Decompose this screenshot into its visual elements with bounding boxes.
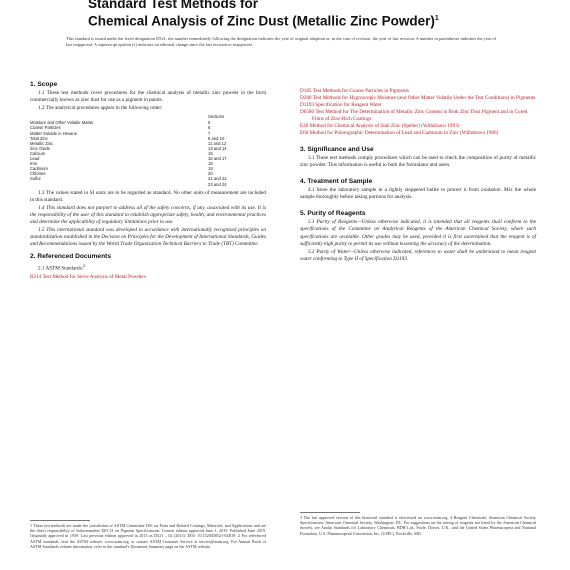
- footnotes-right: 3 The last approved version of this historical standard is referenced on www.astm.org. 4 Reagent Chemicals, American Chemical Society Specifications, American Chemical Society, Washington, DC. For suggestions on the testing of reagents not listed by the American Chemical Society, see Analar Standards for Laboratory Chemicals, BDH Ltd., Poole, Dorset, U.K., and the United States Pharmacopeia and National Formulary, U.S. Pharmacopeial Convention, Inc. (USPC), Rockville, MD.: [300, 515, 536, 536]
- paragraph-2-1: 2.1 ASTM Standards:$^2$: [38, 263, 86, 273]
- reference-item[interactable]: [300, 130, 536, 137]
- document-title: [88, 0, 548, 29]
- reference-title-link[interactable]: Test Method for Sieve Analysis of Metal Powders: [42, 274, 146, 281]
- paragraph-1-4: 1.4 This standard does not purport to address all of the safety concerns, if any, associated with its use. It is the responsibility of the user of this standard to establish appropriate safety, health, and environmental practices and determine the applicability of regulatory limitations prior to use.: [30, 204, 266, 225]
- reference-title-link[interactable]: Specification for Reagent Water: [315, 102, 382, 108]
- paragraph-1-5: 1.5 This international standard was developed in accordance with internationally recognized principles on standardization established in the Decision on Principles for the Development of International Standards, Guides and Recommendations issued by the World Trade Organization Technical Barriers to Trade (TBT) Committee.: [30, 227, 266, 248]
- procedure-name: Matter Soluble in Hexane: [30, 130, 78, 136]
- paragraph-3-1: 3.1 These test methods comply procedures which can be used to check the composition of purity of metallic zinc powder. This information is useful to both the formulator and users.: [300, 155, 536, 169]
- procedure-name: [30, 182, 208, 187]
- procedure-section-link[interactable]: 8 and 10: [208, 135, 225, 141]
- reference-code-link[interactable]: D185: [300, 88, 312, 94]
- section-heading-purity: 5. Purity of Reagents: [300, 210, 366, 218]
- procedure-order-table: [30, 114, 266, 186]
- procedure-name: Zinc Oxide: [30, 145, 51, 151]
- reference-item[interactable]: [300, 123, 536, 130]
- footnotes-left: 1 These test methods are under the jurisdiction of ASTM Committee D01 on Paint and Related Coatings, Materials, and Applications and are the direct responsibility of Subcommittee D01.31 on Pigment Specifications. Current edition approved June 1, 2019. Published June 2019. Originally approved in 1939. Last previous edition approved in 2013 as D521 – 02 (2013). DOI: 10.1520/D0521-02R19. 2 For referenced ASTM standards, visit the ASTM website, www.astm.org, or contact ASTM Customer Service at service@astm.org. For Annual Book of ASTM Standards volume information, refer to the standard's Document Summary page on the ASTM website.: [30, 523, 266, 549]
- title-line-2: Chemical Analysis of Zinc Dust (Metallic Zinc Powder)$^1$: [88, 13, 439, 29]
- procedure-name: Moisture and Other Volatile Matter: [30, 120, 94, 126]
- procedure-section-link[interactable]: 7: [208, 130, 211, 136]
- procedure-section-link[interactable]: 20: [208, 171, 213, 177]
- table-header-sections: Sections: [208, 114, 225, 120]
- reference-item[interactable]: [300, 95, 536, 102]
- section-heading-scope: 1. Scope: [30, 81, 58, 88]
- paragraph-1-1: 1.1 These test methods cover procedures for the chemical analysis of metallic zinc powder in the form commercially known as zinc dust for use as a pigment in paints.: [30, 90, 266, 104]
- right-column: [300, 88, 536, 264]
- procedure-name: Iron: [30, 161, 38, 167]
- procedure-name: Coarse Particles: [30, 125, 61, 131]
- procedure-section-link[interactable]: 23 and 24: [208, 181, 227, 187]
- footnote-rule-right: [300, 512, 360, 513]
- procedure-section-link[interactable]: 18: [208, 161, 213, 167]
- section-heading-referenced-documents: 2. Referenced Documents: [30, 253, 111, 261]
- footnote-rule-left: [30, 520, 90, 521]
- reference-item[interactable]: [30, 274, 266, 281]
- procedure-name: Chlorine: [30, 171, 46, 177]
- reference-title-link[interactable]: Test Methods for Coarse Particles in Pigments: [312, 88, 409, 94]
- procedure-section-link[interactable]: 13 and 14: [208, 145, 227, 151]
- reference-code-link[interactable]: B214: [30, 274, 42, 281]
- procedure-name: Metallic Zinc: [30, 140, 54, 146]
- procedure-name: Cadmium: [30, 166, 48, 172]
- section-heading-significance: 3. Significance and Use: [300, 146, 374, 153]
- paragraph-1-2: 1.2 The analytical procedures appear in the following order:: [38, 105, 163, 112]
- section-heading-treatment: 4. Treatment of Sample: [300, 178, 373, 186]
- procedure-name: Calcium: [30, 150, 46, 156]
- procedure-section-link[interactable]: 6: [208, 125, 211, 131]
- reference-code-link[interactable]: D280: [300, 95, 312, 101]
- paragraph-1-3: 1.3 The values stated in SI units are to be regarded as standard. No other units of measurement are included in this standard.: [30, 189, 266, 203]
- reference-code-link[interactable]: E60: [300, 130, 309, 136]
- title-line-1: Standard Test Methods for: [88, 0, 259, 11]
- designation-notice: This standard is issued under the fixed designation D521; the number immediately following the designation indicates the year of original adoption or, in the case of revision, the year of last revision. A number in parentheses indicates the year of last reapproval. A superscript epsilon (ε) indicates an editorial change since the last revision or reapproval.: [66, 36, 496, 47]
- reference-title-link[interactable]: Test Methods for Hygroscopic Moisture (and Other Matter Volatile Under the Test Conditions) in Pigments: [312, 95, 536, 101]
- reference-title-link[interactable]: Test Method for The Determination of Metallic Zinc Content in Both Zinc Dust Pigment and in Cured Films of Zinc-Rich Coatings: [312, 109, 528, 122]
- procedure-name: Lead: [30, 156, 40, 162]
- procedure-name: Sulfur: [30, 176, 41, 182]
- reference-title-link[interactable]: Method for Chemical Analysis of Slab Zinc (Spelter) (Withdrawn 1993): [309, 123, 460, 129]
- paragraph-5-1: 5.1 Purity of Reagents—Unless otherwise indicated, it is intended that all reagents shall conform to the specifications of the Committee on Analytical Reagents of the American Chemical Society, where such specifications are available. Other grades may be used, provided it is first ascertained that the reagent is of sufficiently high purity to permit its use without lessening the accuracy of the determination.: [300, 219, 536, 247]
- procedure-section-link[interactable]: 19: [208, 166, 213, 172]
- reference-item[interactable]: [300, 88, 536, 95]
- reference-code-link[interactable]: D6580: [300, 109, 315, 115]
- procedure-section-link[interactable]: 16 and 17: [208, 156, 227, 162]
- procedure-section-link[interactable]: 15: [208, 150, 213, 156]
- paragraph-5-2: 5.2 Purity of Water—Unless otherwise indicated, references to water shall be understood to mean reagent water conforming to Type II of Specification D1193.: [300, 248, 536, 262]
- reference-item[interactable]: [300, 102, 536, 109]
- procedure-name: Total Zinc: [30, 135, 48, 141]
- procedure-section-link[interactable]: 21 and 22: [208, 176, 227, 182]
- procedure-section-link[interactable]: 11 and 12: [208, 140, 227, 146]
- paragraph-4-1: 4.1 Store the laboratory sample in a tightly stoppered bottle to protect it from oxidation. Mix the whole sample thoroughly before taking portions for analysis.: [300, 187, 536, 201]
- reference-title-link[interactable]: Method for Polarographic Determination of Lead and Cadmium in Zinc (Withdrawn 1986): [309, 130, 499, 136]
- reference-code-link[interactable]: E40: [300, 123, 309, 129]
- left-column: [30, 76, 266, 281]
- table-row: [30, 182, 266, 187]
- procedure-section-link[interactable]: 5: [208, 120, 211, 126]
- reference-code-link[interactable]: D1193: [300, 102, 314, 108]
- reference-item[interactable]: [300, 109, 536, 123]
